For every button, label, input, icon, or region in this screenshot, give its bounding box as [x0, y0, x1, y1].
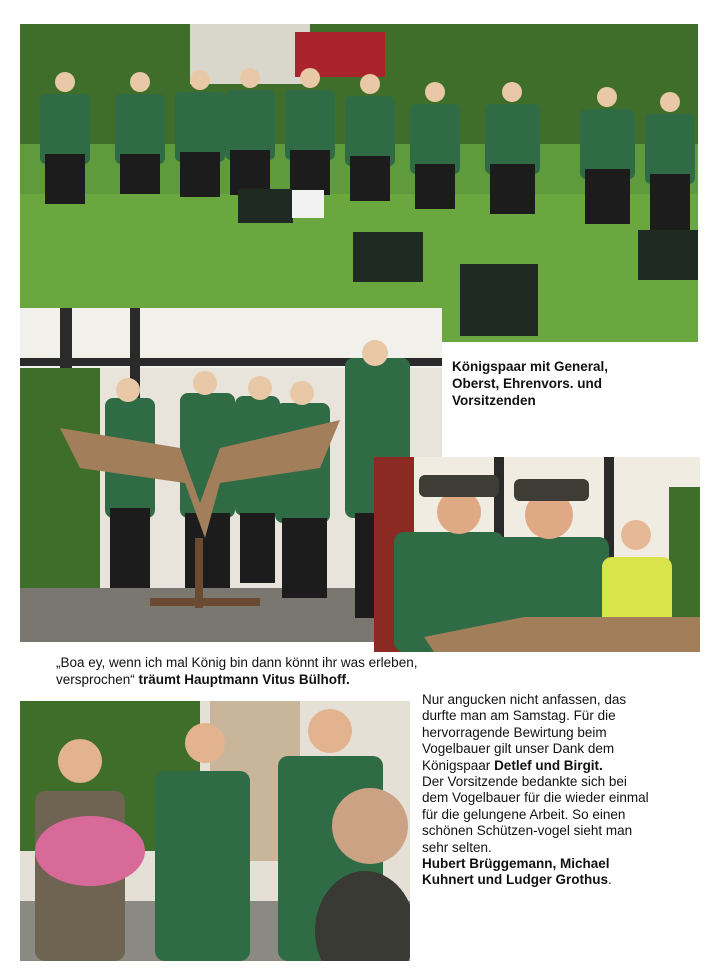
- caption-side-text: [422, 692, 652, 889]
- lawn-scene: [20, 24, 698, 342]
- caption-royal-couple: Königspaar mit General, Oberst, Ehrenvors. und Vorsitzenden: [452, 359, 609, 408]
- quote-line-1: „Boa ey, wenn ich mal König bin dann könnt ihr was erleben,: [56, 655, 418, 670]
- laughing-scene: [374, 457, 700, 652]
- thanks-scene: [20, 701, 410, 961]
- quote-line-2-bold: träumt Hauptmann Vitus Bülhoff.: [134, 671, 350, 687]
- side-builder-names: Hubert Brüggemann, Michael Kuhnert und Ludger Grothus: [422, 856, 610, 888]
- side-paragraph-1: Nur angucken nicht anfassen, das durfte man am Samstag. Für die hervorragende Bewirtung beim Vogelbauer gilt unser Dank dem Königspaar: [422, 692, 627, 773]
- photo-group-on-lawn: [20, 24, 698, 342]
- photo-thanks-group: [20, 701, 410, 961]
- side-paragraph-2: Der Vorsitzende bedankte sich bei dem Vogelbauer für die wieder einmal für die gelungene Arbeit. So einen schönen Schützen-vogel sieht man sehr selten.: [422, 774, 649, 855]
- side-end: .: [607, 872, 612, 888]
- side-royal-names: Detlef und Birgit.: [494, 757, 603, 773]
- photo-two-men-laughing: [374, 457, 700, 652]
- quote-line-2-plain: versprochen“: [56, 671, 135, 687]
- caption-quote: [56, 655, 476, 688]
